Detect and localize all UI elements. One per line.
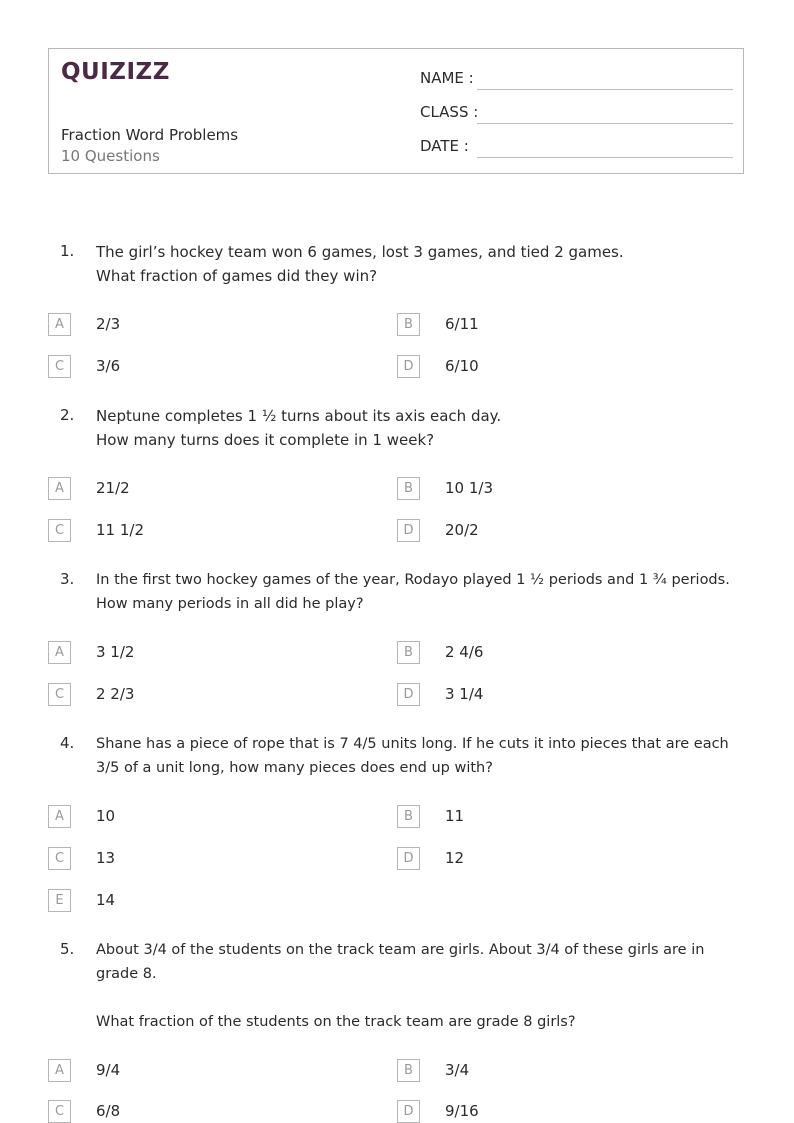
option-letter-box: D [397,1100,420,1123]
worksheet-header [48,48,744,174]
option-letter-box: A [48,313,71,336]
worksheet-title: Fraction Word Problems [61,126,239,144]
option-letter-box: A [48,477,71,500]
question-line: grade 8. [96,966,157,982]
option-letter-box: D [397,847,420,870]
option-text: 3/4 [445,1061,470,1079]
option-text: 6/11 [445,315,479,333]
option-text: 13 [96,849,116,867]
option-letter-box: C [48,1100,71,1123]
option-text: 3/6 [96,357,121,375]
question-line: 3/5 of a unit long, how many pieces does end up with? [96,760,493,776]
option-text: 2 2/3 [96,685,135,703]
option-text: 11 [445,807,465,825]
question-text [96,732,746,780]
option-letter-box: B [397,1059,420,1082]
option-letter-box: B [397,641,420,664]
date-line [477,157,733,158]
question-text [96,568,746,616]
date-label: DATE : [420,137,469,155]
question-line: How many turns does it complete in 1 week? [96,431,435,449]
option-text: 3 1/2 [96,643,135,661]
option-letter-box: C [48,355,71,378]
question-number: 3. [60,570,75,588]
option-letter-box: A [48,1059,71,1082]
question-line: What fraction of the students on the track team are grade 8 girls? [96,1014,576,1030]
option-letter-box: A [48,641,71,664]
option-text: 6/8 [96,1102,121,1120]
option-text: 2 4/6 [445,643,484,661]
quizizz-logo: QUIZIZZ [61,59,170,85]
option-text: 10 [96,807,116,825]
option-text: 6/10 [445,357,479,375]
option-text: 11 1/2 [96,521,144,539]
question-number: 4. [60,734,75,752]
question-line: About 3/4 of the students on the track team are girls. About 3/4 of these girls are in [96,942,705,958]
option-letter-box: C [48,519,71,542]
option-text: 3 1/4 [445,685,484,703]
option-text: 10 1/3 [445,479,493,497]
question-text [96,240,746,288]
question-line [96,986,746,1010]
option-text: 14 [96,891,116,909]
option-letter-box: B [397,477,420,500]
question-line: The girl’s hockey team won 6 games, lost 3 games, and tied 2 games. [96,243,624,261]
option-text: 9/16 [445,1102,479,1120]
question-count: 10 Questions [61,147,160,165]
question-line: Shane has a piece of rope that is 7 4/5 units long. If he cuts it into pieces that are each [96,736,729,752]
question-line: Neptune completes 1 ½ turns about its axis each day. [96,407,502,425]
class-label: CLASS : [420,103,479,121]
question-line: In the first two hockey games of the year, Rodayo played 1 ½ periods and 1 ¾ periods. [96,572,730,588]
option-letter-box: C [48,847,71,870]
option-letter-box: E [48,889,71,912]
option-text: 2/3 [96,315,121,333]
option-letter-box: D [397,683,420,706]
option-letter-box: B [397,805,420,828]
question-number: 2. [60,406,75,424]
question-line: How many periods in all did he play? [96,596,364,612]
option-text: 20/2 [445,521,479,539]
name-line [477,89,733,90]
name-label: NAME : [420,69,474,87]
option-text: 21/2 [96,479,130,497]
option-text: 9/4 [96,1061,121,1079]
option-letter-box: A [48,805,71,828]
question-line: What fraction of games did they win? [96,267,378,285]
option-letter-box: D [397,355,420,378]
option-letter-box: B [397,313,420,336]
question-number: 1. [60,242,75,260]
option-letter-box: C [48,683,71,706]
class-line [477,123,733,124]
option-letter-box: D [397,519,420,542]
option-text: 12 [445,849,465,867]
question-text [96,404,746,452]
question-text [96,938,746,1034]
question-number: 5. [60,940,75,958]
